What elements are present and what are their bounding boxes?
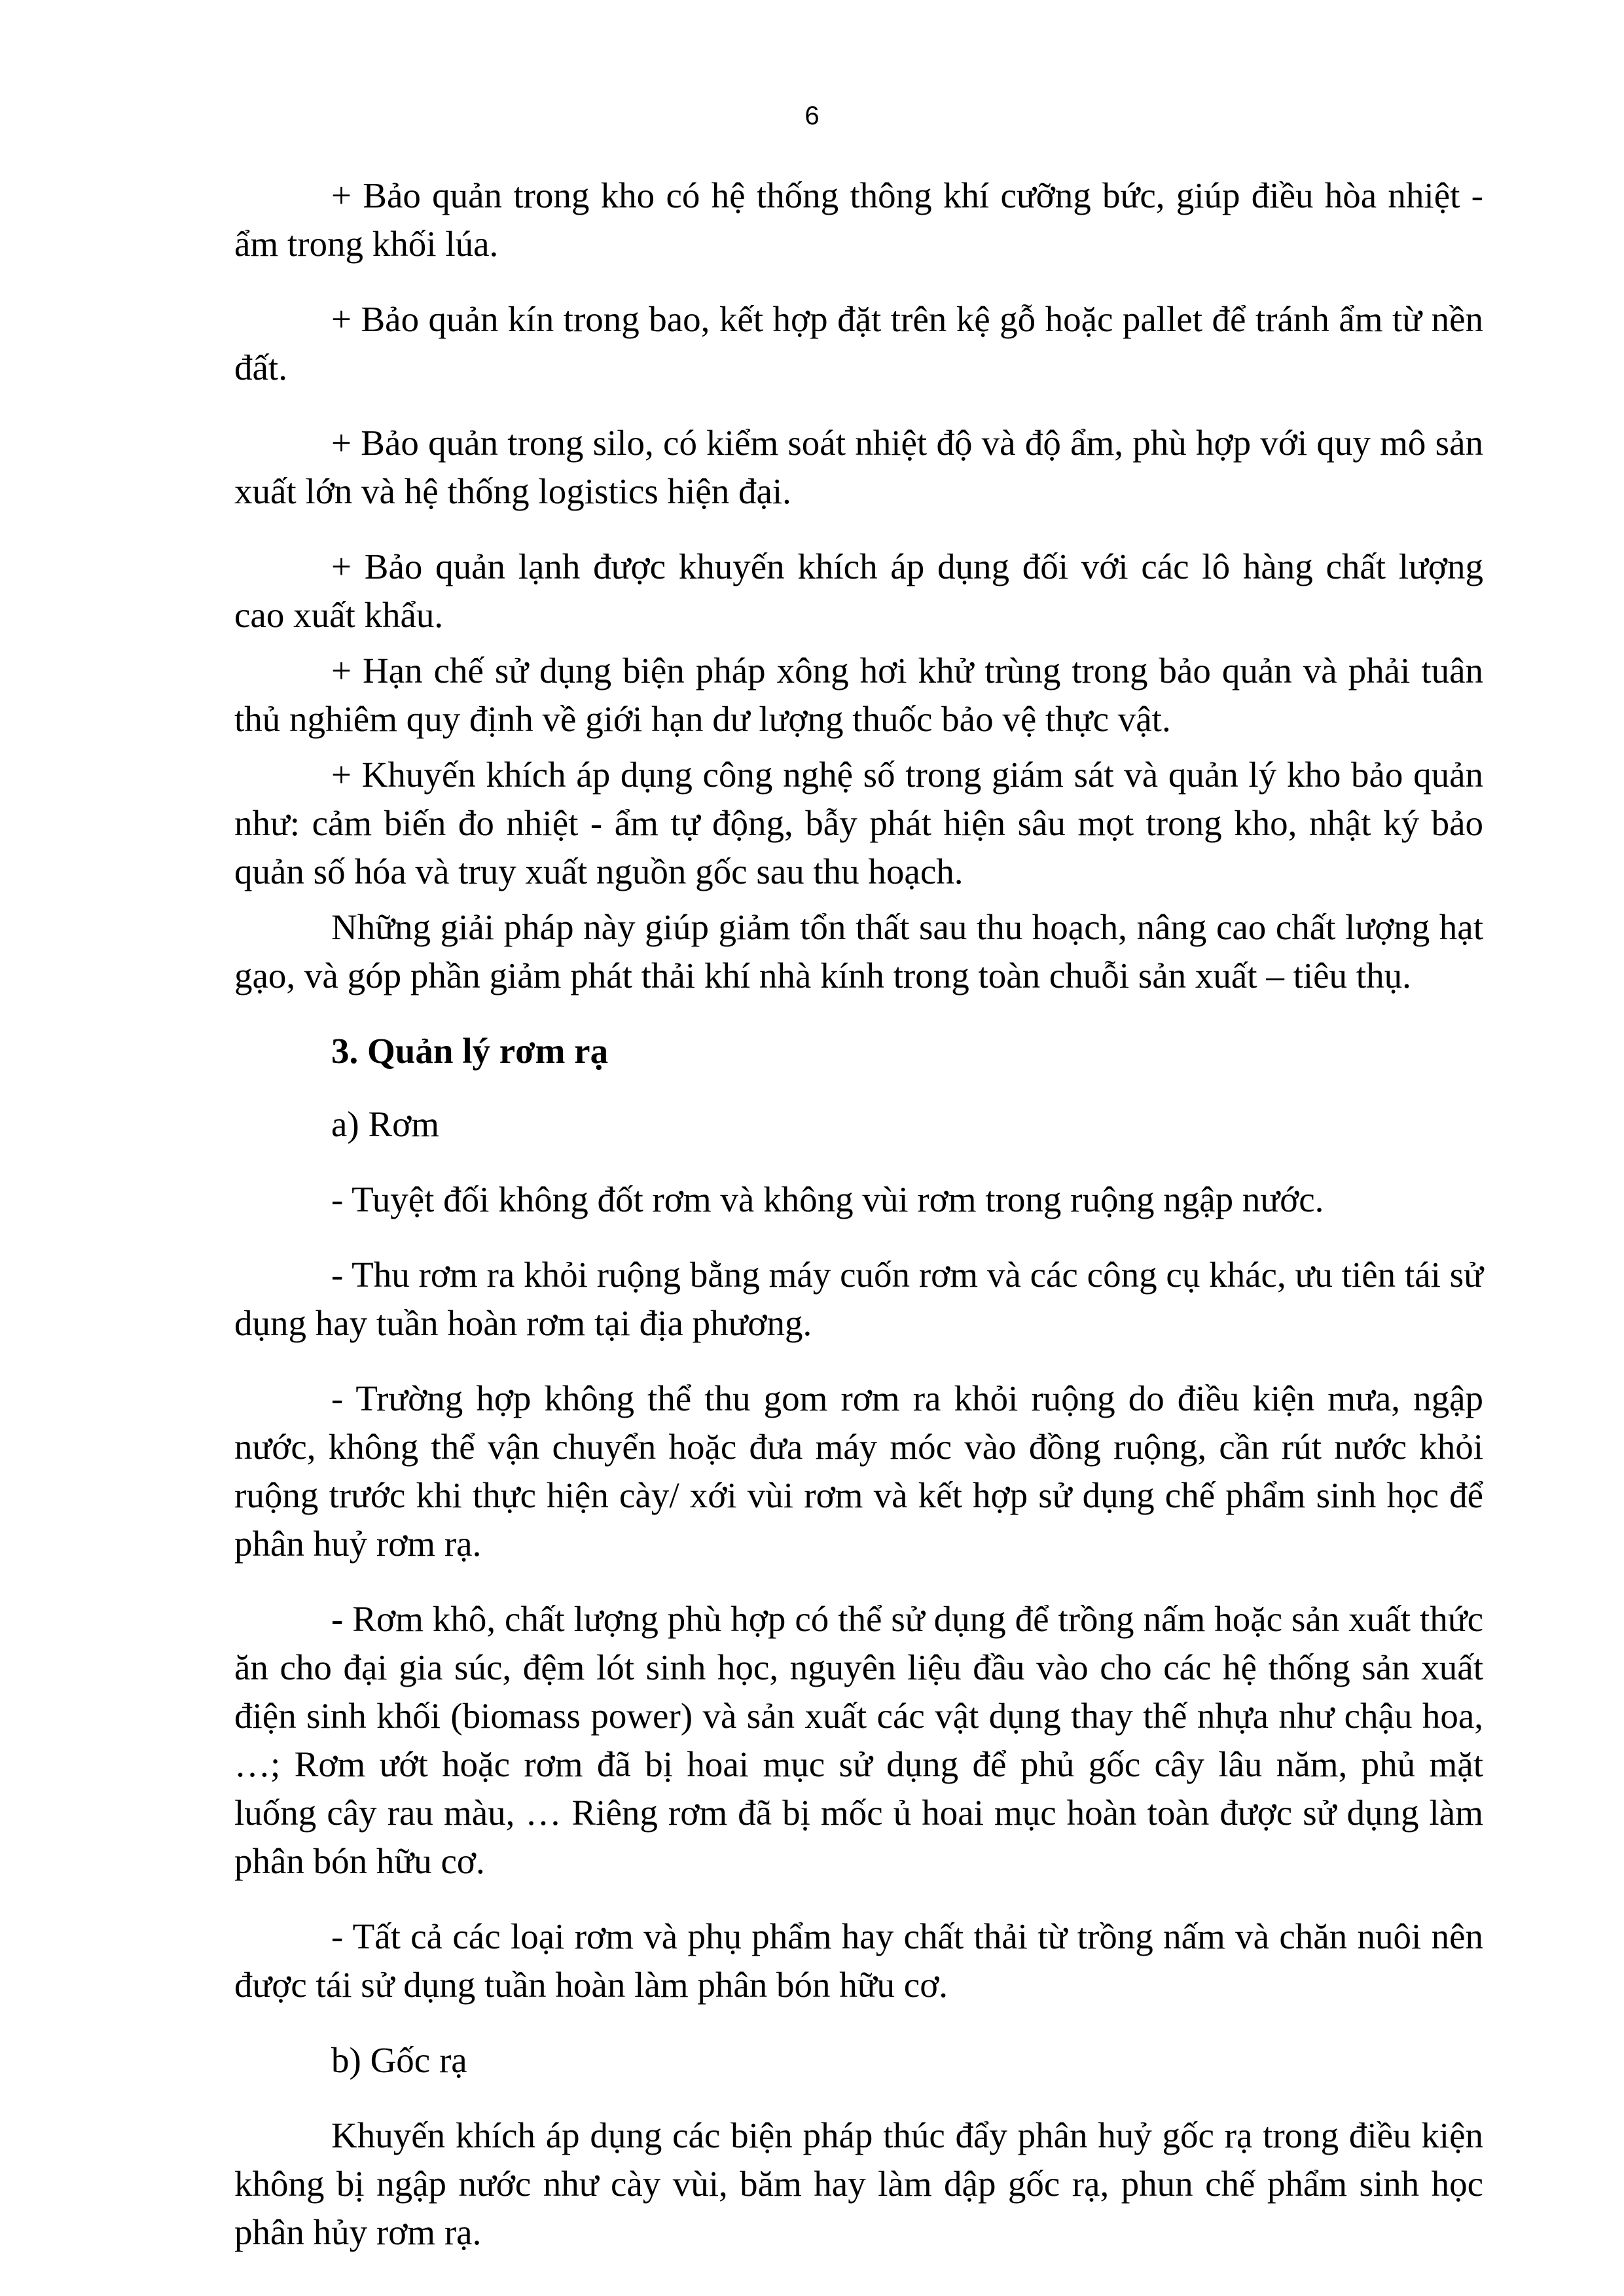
- subsection-label-straw: a) Rơm: [331, 1104, 440, 1144]
- page-number: 6: [804, 101, 820, 130]
- storage-item-sealed-bags: + Bảo quản kín trong bao, kết hợp đặt trên kệ gỗ hoặc pallet để tránh ẩm từ nền đất.: [234, 299, 1483, 387]
- storage-item-digital-monitoring: + Khuyến khích áp dụng công nghệ số trong giám sát và quản lý kho bảo quản như: cảm biến đo nhiệt - ẩm tự động, bẫy phát hiện sâu mọt trong kho, nhật ký bảo quản số hóa và truy xuất nguồn gốc sau thu hoạch.: [234, 755, 1483, 891]
- straw-item-waterlogged-fields: - Trường hợp không thể thu gom rơm ra khỏi ruộng do điều kiện mưa, ngập nước, không thể vận chuyển hoặc đưa máy móc vào đồng ruộng, cần rút nước khỏi ruộng trước khi thực hiện cày/ xới vùi rơm và kết hợp sử dụng chế phẩm sinh học để phân huỷ rơm rạ.: [234, 1378, 1483, 1564]
- straw-item-composting: - Tất cả các loại rơm và phụ phẩm hay chất thải từ trồng nấm và chăn nuôi nên được tái sử dụng tuần hoàn làm phân bón hữu cơ.: [234, 1916, 1483, 2005]
- section-heading-straw-management: 3. Quản lý rơm rạ: [331, 1031, 609, 1071]
- straw-item-collection: - Thu rơm ra khỏi ruộng bằng máy cuốn rơm và các công cụ khác, ưu tiên tái sử dụng hay tuần hoàn rơm tại địa phương.: [234, 1255, 1483, 1343]
- page-content: [234, 171, 1483, 2257]
- subsection-label-stubble: b) Gốc rạ: [331, 2040, 467, 2080]
- straw-item-no-burning: - Tuyệt đối không đốt rơm và không vùi rơm trong ruộng ngập nước.: [331, 1179, 1324, 1219]
- storage-item-ventilated-warehouse: + Bảo quản trong kho có hệ thống thông khí cưỡng bức, giúp điều hòa nhiệt - ẩm trong khối lúa.: [234, 175, 1483, 264]
- storage-summary: Những giải pháp này giúp giảm tổn thất sau thu hoạch, nâng cao chất lượng hạt gạo, và góp phần giảm phát thải khí nhà kính trong toàn chuỗi sản xuất – tiêu thụ.: [234, 907, 1483, 996]
- stubble-text: Khuyến khích áp dụng các biện pháp thúc đẩy phân huỷ gốc rạ trong điều kiện không bị ngập nước như cày vùi, băm hay làm dập gốc rạ, phun chế phẩm sinh học phân hủy rơm rạ.: [234, 2115, 1483, 2252]
- straw-item-reuse: - Rơm khô, chất lượng phù hợp có thể sử dụng để trồng nấm hoặc sản xuất thức ăn cho đại gia súc, đệm lót sinh học, nguyên liệu đầu vào cho các hệ thống sản xuất điện sinh khối (biomass power) và sản xuất các vật dụng thay thế nhựa như chậu hoa, …; Rơm ướt hoặc rơm đã bị hoai mục sử dụng để phủ gốc cây lâu năm, phủ mặt luống cây rau màu, … Riêng rơm đã bị mốc ủ hoai mục hoàn toàn được sử dụng làm phân bón hữu cơ.: [234, 1599, 1483, 1881]
- storage-item-cold-storage: + Bảo quản lạnh được khuyến khích áp dụng đối với các lô hàng chất lượng cao xuất khẩu.: [234, 547, 1483, 635]
- storage-item-fumigation-limits: + Hạn chế sử dụng biện pháp xông hơi khử trùng trong bảo quản và phải tuân thủ nghiêm quy định về giới hạn dư lượng thuốc bảo vệ thực vật.: [234, 651, 1483, 739]
- storage-item-silo: + Bảo quản trong silo, có kiểm soát nhiệt độ và độ ẩm, phù hợp với quy mô sản xuất lớn và hệ thống logistics hiện đại.: [234, 423, 1483, 511]
